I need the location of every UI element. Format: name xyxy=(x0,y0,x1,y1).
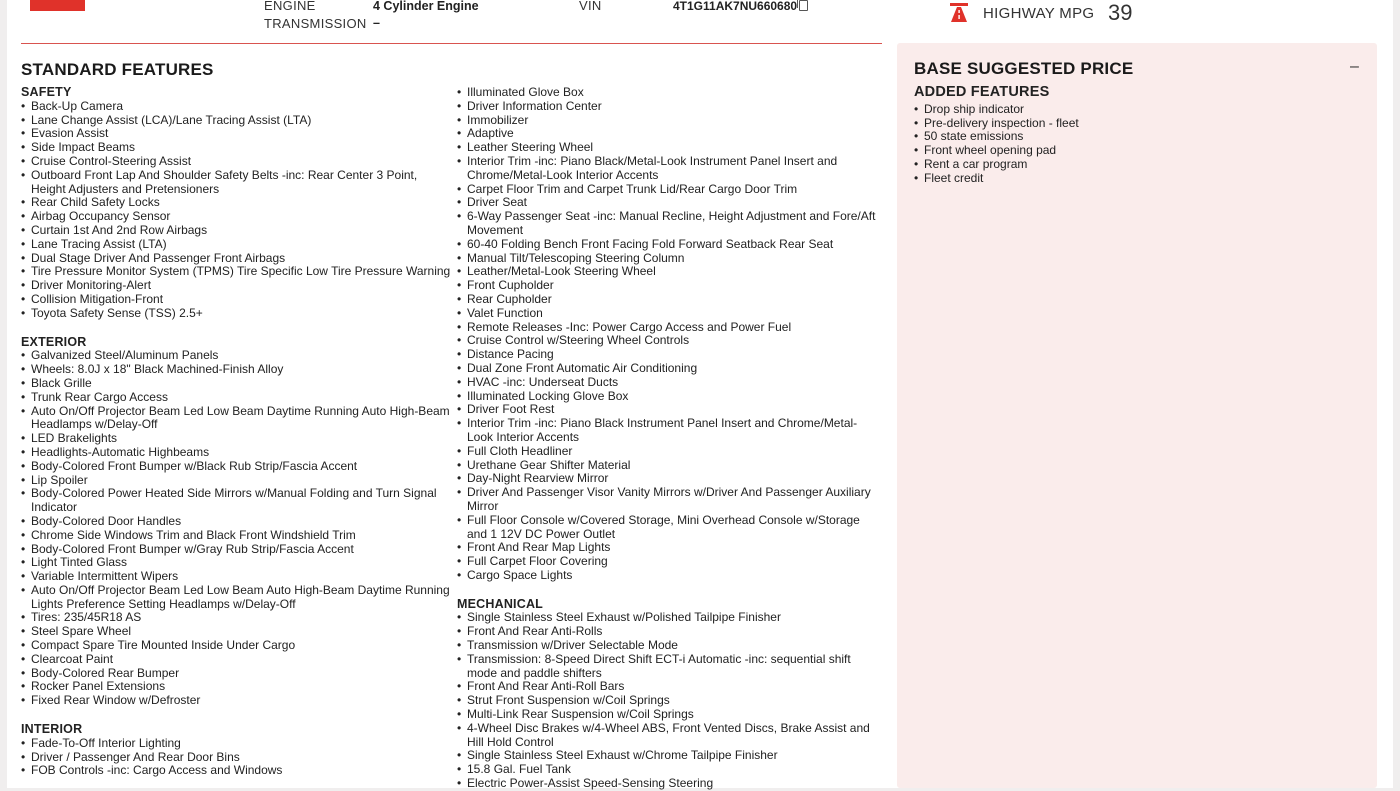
feature-item: • Auto On/Off Projector Beam Led Low Beam Auto High-Beam Daytime Running Lights Preference Setting Headlamps w/Delay-Off xyxy=(21,584,451,612)
feature-item: • Galvanized Steel/Aluminum Panels xyxy=(21,349,451,363)
feature-item: • Lane Tracing Assist (LTA) xyxy=(21,238,451,252)
feature-item: • Driver Information Center xyxy=(457,100,877,114)
feature-item: • Driver And Passenger Visor Vanity Mirrors w/Driver And Passenger Auxiliary Mirror xyxy=(457,486,877,514)
interior-list xyxy=(21,737,451,778)
feature-item: • Illuminated Locking Glove Box xyxy=(457,390,877,404)
interior-list-continued xyxy=(457,86,877,583)
mechanical-heading: MECHANICAL xyxy=(457,596,544,611)
feature-item: • Rent a car program xyxy=(914,158,1354,172)
feature-item: • 50 state emissions xyxy=(914,130,1354,144)
exterior-heading: EXTERIOR xyxy=(21,334,87,349)
feature-item: • Clearcoat Paint xyxy=(21,653,451,667)
feature-item: • Headlights-Automatic Highbeams xyxy=(21,446,451,460)
feature-item: • Evasion Assist xyxy=(21,127,451,141)
feature-item: • Drop ship indicator xyxy=(914,103,1354,117)
feature-item: • Body-Colored Front Bumper w/Black Rub Strip/Fascia Accent xyxy=(21,460,451,474)
feature-item: • 4-Wheel Disc Brakes w/4-Wheel ABS, Front Vented Discs, Brake Assist and Hill Hold Control xyxy=(457,722,877,750)
feature-item: • Distance Pacing xyxy=(457,348,877,362)
highway-mpg-value: 39 xyxy=(1108,0,1133,25)
feature-item: • Interior Trim -inc: Piano Black Instrument Panel Insert and Chrome/Metal-Look Interior Accents xyxy=(457,417,877,445)
feature-item: • Fade-To-Off Interior Lighting xyxy=(21,737,451,751)
feature-item: • Rocker Panel Extensions xyxy=(21,680,451,694)
feature-item: • Strut Front Suspension w/Coil Springs xyxy=(457,694,877,708)
highway-icon xyxy=(948,1,970,23)
feature-item: • Remote Releases -Inc: Power Cargo Access and Power Fuel xyxy=(457,321,877,335)
feature-item: • Single Stainless Steel Exhaust w/Chrome Tailpipe Finisher xyxy=(457,749,877,763)
feature-item: • 6-Way Passenger Seat -inc: Manual Recline, Height Adjustment and Fore/Aft Movement xyxy=(457,210,877,238)
feature-item: • Wheels: 8.0J x 18" Black Machined-Finish Alloy xyxy=(21,363,451,377)
feature-item: • Front And Rear Anti-Rolls xyxy=(457,625,877,639)
feature-item: • Interior Trim -inc: Piano Black/Metal-Look Instrument Panel Insert and Chrome/Metal-Look Interior Accents xyxy=(457,155,877,183)
feature-item: • Body-Colored Power Heated Side Mirrors w/Manual Folding and Turn Signal Indicator xyxy=(21,487,451,515)
feature-item: • Steel Spare Wheel xyxy=(21,625,451,639)
feature-item: • Body-Colored Rear Bumper xyxy=(21,667,451,681)
feature-item: • Light Tinted Glass xyxy=(21,556,451,570)
feature-item: • Body-Colored Front Bumper w/Gray Rub Strip/Fascia Accent xyxy=(21,543,451,557)
feature-item: • Valet Function xyxy=(457,307,877,321)
feature-item: • Illuminated Glove Box xyxy=(457,86,877,100)
feature-item: • Lane Change Assist (LCA)/Lane Tracing Assist (LTA) xyxy=(21,114,451,128)
feature-item: • Leather/Metal-Look Steering Wheel xyxy=(457,265,877,279)
feature-item: • Urethane Gear Shifter Material xyxy=(457,459,877,473)
feature-item: • Rear Cupholder xyxy=(457,293,877,307)
feature-item: • Cruise Control-Steering Assist xyxy=(21,155,451,169)
interior-heading: INTERIOR xyxy=(21,722,83,737)
feature-item: • 15.8 Gal. Fuel Tank xyxy=(457,763,877,777)
feature-item: • Rear Child Safety Locks xyxy=(21,196,451,210)
feature-item: • Cargo Space Lights xyxy=(457,569,877,583)
vin-label: VIN xyxy=(579,0,602,13)
feature-item: • Full Carpet Floor Covering xyxy=(457,555,877,569)
feature-item: • 60-40 Folding Bench Front Facing Fold Forward Seatback Rear Seat xyxy=(457,238,877,252)
exterior-list xyxy=(21,349,451,708)
feature-item: • Compact Spare Tire Mounted Inside Under Cargo xyxy=(21,639,451,653)
feature-item: • Trunk Rear Cargo Access xyxy=(21,391,451,405)
mechanical-list xyxy=(457,611,877,790)
feature-item: • Front And Rear Anti-Roll Bars xyxy=(457,680,877,694)
feature-item: • Front wheel opening pad xyxy=(914,144,1354,158)
feature-item: • Curtain 1st And 2nd Row Airbags xyxy=(21,224,451,238)
feature-item: • Chrome Side Windows Trim and Black Front Windshield Trim xyxy=(21,529,451,543)
feature-item: • Toyota Safety Sense (TSS) 2.5+ xyxy=(21,307,451,321)
feature-item: • Lip Spoiler xyxy=(21,474,451,488)
copy-icon[interactable] xyxy=(799,0,808,11)
vin-value: 4T1G11AK7NU660680 xyxy=(673,0,798,13)
safety-list xyxy=(21,100,451,321)
feature-item: • Driver Monitoring-Alert xyxy=(21,279,451,293)
added-features-heading: ADDED FEATURES xyxy=(914,84,1050,100)
feature-item: • LED Brakelights xyxy=(21,432,451,446)
feature-item: • Body-Colored Door Handles xyxy=(21,515,451,529)
feature-item: • Single Stainless Steel Exhaust w/Polished Tailpipe Finisher xyxy=(457,611,877,625)
feature-item: • HVAC -inc: Underseat Ducts xyxy=(457,376,877,390)
feature-item: • Manual Tilt/Telescoping Steering Column xyxy=(457,252,877,266)
engine-label: ENGINE xyxy=(264,0,316,13)
feature-item: • Carpet Floor Trim and Carpet Trunk Lid/Rear Cargo Door Trim xyxy=(457,183,877,197)
feature-item: • Immobilizer xyxy=(457,114,877,128)
feature-item: • Pre-delivery inspection - fleet xyxy=(914,117,1354,131)
feature-item: • Transmission: 8-Speed Direct Shift ECT-i Automatic -inc: sequential shift mode and paddle shifters xyxy=(457,653,877,681)
feature-item: • Driver Seat xyxy=(457,196,877,210)
feature-item: • Fleet credit xyxy=(914,172,1354,186)
feature-item: • Tires: 235/45R18 AS xyxy=(21,611,451,625)
standard-features-title: STANDARD FEATURES xyxy=(21,60,214,79)
transmission-value: – xyxy=(373,16,380,30)
feature-item: • Dual Stage Driver And Passenger Front Airbags xyxy=(21,252,451,266)
feature-item: • Cruise Control w/Steering Wheel Controls xyxy=(457,334,877,348)
safety-heading: SAFETY xyxy=(21,85,72,99)
feature-item: • Dual Zone Front Automatic Air Conditioning xyxy=(457,362,877,376)
feature-item: • Auto On/Off Projector Beam Led Low Beam Daytime Running Auto High-Beam Headlamps w/Delay-Off xyxy=(21,405,451,433)
features-column-right xyxy=(457,86,877,791)
feature-item: • Day-Night Rearview Mirror xyxy=(457,472,877,486)
brand-logo xyxy=(30,0,85,11)
feature-item: • Driver / Passenger And Rear Door Bins xyxy=(21,751,451,765)
feature-item: • Adaptive xyxy=(457,127,877,141)
feature-item: • Fixed Rear Window w/Defroster xyxy=(21,694,451,708)
feature-item: • FOB Controls -inc: Cargo Access and Windows xyxy=(21,764,451,778)
feature-item: • Collision Mitigation-Front xyxy=(21,293,451,307)
feature-item: • Leather Steering Wheel xyxy=(457,141,877,155)
base-price-title: BASE SUGGESTED PRICE xyxy=(914,59,1134,78)
feature-item: • Electric Power-Assist Speed-Sensing Steering xyxy=(457,777,877,791)
vin-field xyxy=(673,0,808,13)
feature-item: • Multi-Link Rear Suspension w/Coil Springs xyxy=(457,708,877,722)
highway-mpg-label: HIGHWAY MPG xyxy=(983,5,1095,22)
feature-item: • Tire Pressure Monitor System (TPMS) Tire Specific Low Tire Pressure Warning xyxy=(21,265,451,279)
transmission-label: TRANSMISSION xyxy=(264,16,367,31)
feature-item: • Transmission w/Driver Selectable Mode xyxy=(457,639,877,653)
feature-item: • Back-Up Camera xyxy=(21,100,451,114)
section-divider xyxy=(21,43,882,44)
feature-item: • Airbag Occupancy Sensor xyxy=(21,210,451,224)
feature-item: • Front Cupholder xyxy=(457,279,877,293)
feature-item: • Full Cloth Headliner xyxy=(457,445,877,459)
feature-item: • Black Grille xyxy=(21,377,451,391)
features-column-left xyxy=(21,86,451,778)
added-features xyxy=(914,86,1354,186)
feature-item: • Full Floor Console w/Covered Storage, Mini Overhead Console w/Storage and 1 12V DC Power Outlet xyxy=(457,514,877,542)
feature-item: • Side Impact Beams xyxy=(21,141,451,155)
feature-item: • Driver Foot Rest xyxy=(457,403,877,417)
added-features-list xyxy=(914,103,1354,186)
collapse-button[interactable]: – xyxy=(1350,58,1359,75)
feature-item: • Variable Intermittent Wipers xyxy=(21,570,451,584)
feature-item: • Front And Rear Map Lights xyxy=(457,541,877,555)
feature-item: • Outboard Front Lap And Shoulder Safety Belts -inc: Rear Center 3 Point, Height Adjusters and Pretensioners xyxy=(21,169,451,197)
engine-value: 4 Cylinder Engine xyxy=(373,0,479,13)
